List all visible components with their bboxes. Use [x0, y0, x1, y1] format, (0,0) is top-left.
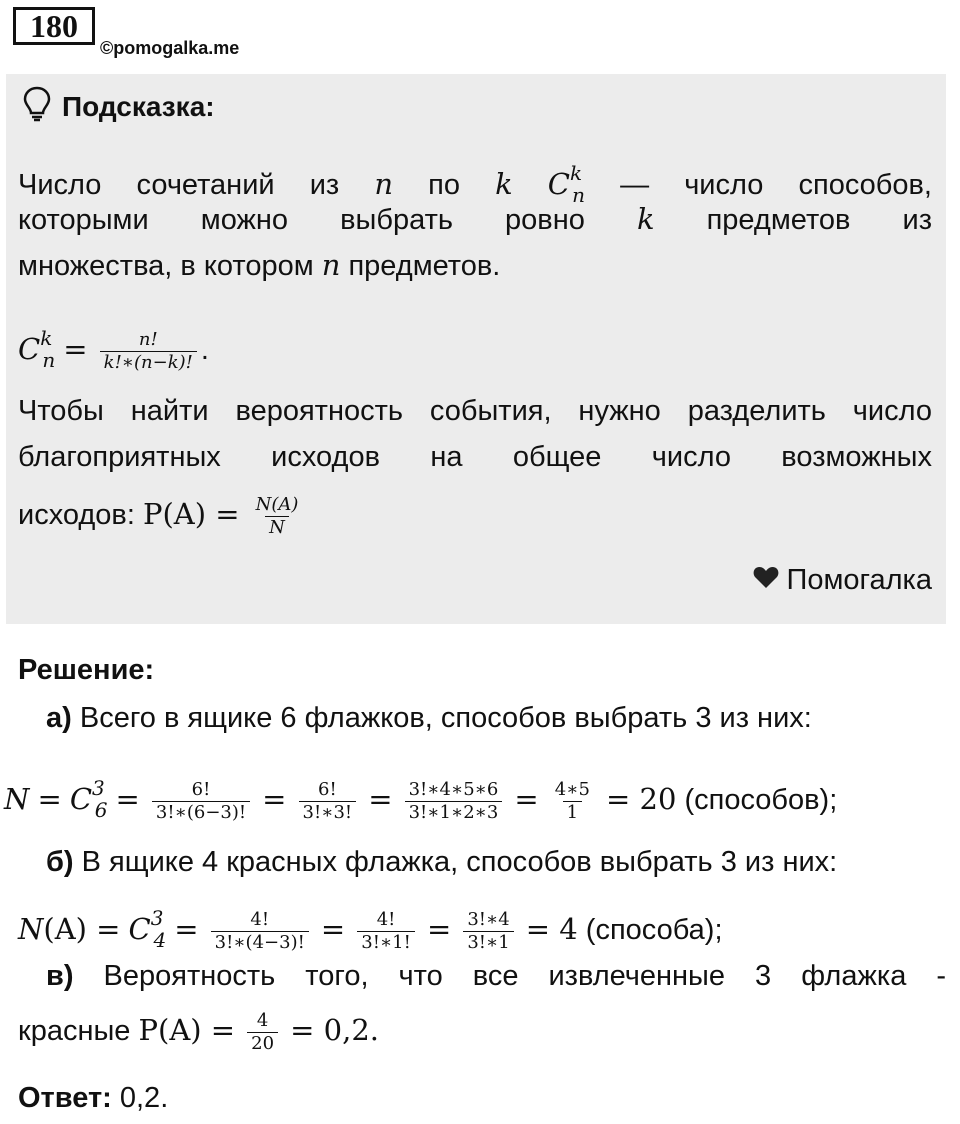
hint-paragraph-2-line-2: благоприятных исходов на общее число возможных	[18, 441, 932, 473]
part-c-formula: красные P(A) = $\frac{4}{20}$ = 0,2.	[18, 1009, 379, 1054]
site-watermark: ©pomogalka.me	[100, 38, 240, 58]
problem-number: 180	[13, 7, 95, 45]
hint-paragraph-1-line-2: которыми можно выбрать ровно k предметов из	[18, 202, 932, 236]
part-b-formula: $N(A) = C^3_4$ = $\frac{4!}{3!∗(4-3)!}$ = $\frac{4!}{3!∗1!}$ = $\frac{3!∗4}{3!∗1}$ = 4 (способа);	[18, 906, 723, 953]
part-a-text: а) Всего в ящике 6 флажков, способов выбрать 3 из них:	[46, 702, 812, 734]
hint-paragraph-1-line-1: Число сочетаний из n по k $C^k_n$ — число способов,	[18, 161, 932, 207]
hint-box	[6, 74, 946, 624]
lightbulb-icon	[22, 86, 52, 127]
signature-text: Помогалка	[786, 564, 932, 596]
combination-formula: $C^k_n$ = $\frac{n!}{k!∗(n-k)!}$ .	[18, 326, 209, 373]
hint-paragraph-1-line-3: множества, в котором n предметов.	[18, 248, 501, 282]
hint-paragraph-2-line-1: Чтобы найти вероятность события, нужно разделить число	[18, 395, 932, 427]
hint-paragraph-2-line-3: исходов: P(A) = $\frac{N(A)}{N}$	[18, 493, 299, 538]
heart-icon	[753, 564, 779, 597]
hint-title: Подсказка:	[62, 90, 215, 122]
part-a-formula: $N = C^3_6$ = $\frac{6!}{3!∗(6-3)!}$ = $\frac{6!}{3!∗3!}$ = $\frac{3!∗4∗5∗6}{3!∗1∗2∗3}$ = $\frac{4∗5}{1}$ = 20 (способов);	[4, 776, 838, 823]
signature	[753, 564, 932, 597]
answer: Ответ: 0,2.	[18, 1082, 169, 1114]
part-c-text: в) Вероятность того, что все извлеченные 3 флажка -	[46, 960, 946, 992]
hint-header	[22, 86, 215, 127]
solution-title: Решение:	[18, 654, 155, 686]
part-b-text: б) В ящике 4 красных флажка, способов выбрать 3 из них:	[46, 846, 838, 878]
